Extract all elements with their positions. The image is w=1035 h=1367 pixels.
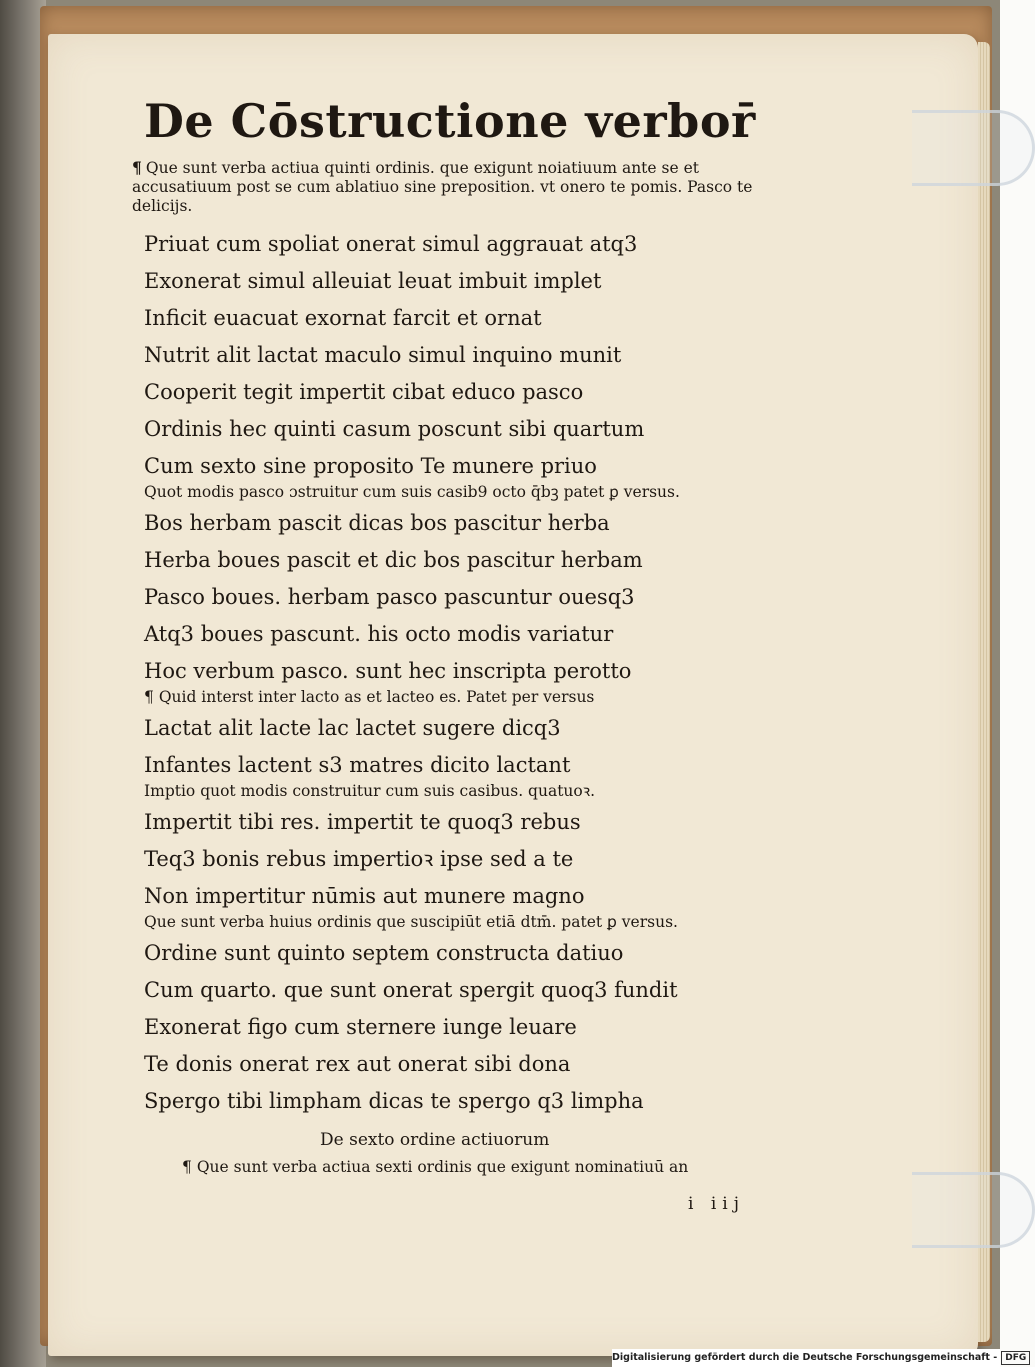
signature-mark: i iij — [688, 1194, 745, 1214]
verse-line: Exonerat simul alleuiat leuat imbuit implet — [144, 269, 602, 293]
verse-line: Hoc verbum pasco. sunt hec inscripta perotto — [144, 659, 632, 683]
verse-group-5 — [120, 935, 800, 1120]
pilcrow-mark: ¶ — [144, 688, 154, 706]
verse-line: Pasco boues. herbam pasco pascuntur ouesq3 — [144, 585, 635, 609]
verse-line: Cum quarto. que sunt onerat spergit quoq3 fundit — [144, 978, 678, 1002]
verse-group-4 — [120, 804, 800, 915]
verse-line: Nutrit alit lactat maculo simul inquino munit — [144, 343, 622, 367]
page-edges — [978, 42, 990, 1342]
note-line: Que sunt verba huius ordinis que suscipiūt etiā dtm̄. patet ꝑ versus. — [144, 913, 678, 931]
dfg-logo: DFG — [1001, 1351, 1030, 1365]
note-line: Quot modis pasco ɔstruitur cum suis casib9 octo q̄bꝫ patet ꝑ versus. — [144, 483, 680, 501]
verse-line: Teq3 bonis rebus impertioꝛ ipse sed a te — [144, 847, 574, 871]
verse-line: Ordinis hec quinti casum poscunt sibi quartum — [144, 417, 645, 441]
footer-text: Digitalisierung gefördert durch die Deutsche Forschungsgemeinschaft - — [612, 1352, 998, 1363]
page-text — [120, 94, 800, 1178]
section-subheading: De sexto ordine actiuorum — [320, 1130, 550, 1150]
verse-line: Lactat alit lacte lac lactet sugere dicq3 — [144, 716, 561, 740]
verse-line: Non impertitur nūmis aut munere magno — [144, 884, 585, 908]
verse-line: Spergo tibi limpham dicas te spergo q3 limpha — [144, 1089, 644, 1113]
note-text: Que sunt verba actiua sexti ordinis que exigunt nominatiuū an — [196, 1158, 689, 1176]
verse-line: Cum sexto sine proposito Te munere priuo — [144, 454, 597, 478]
paper-clip-bottom — [912, 1172, 1035, 1248]
note-line — [144, 686, 800, 708]
verse-line: Impertit tibi res. impertit te quoq3 rebus — [144, 810, 581, 834]
verse-line: Te donis onerat rex aut onerat sibi dona — [144, 1052, 571, 1076]
intro-paragraph — [132, 158, 800, 216]
verse-line: Bos herbam pascit dicas bos pascitur herba — [144, 511, 610, 535]
pilcrow-mark: ¶ — [132, 158, 142, 177]
intro-text: Que sunt verba actiua quinti ordinis. que exigunt noiatiuum ante se et accusatiuum post se cum ablatiuo sine preposition. vt onero te pomis. Pasco te delicijs. — [132, 159, 753, 215]
verse-line: Herba boues pascit et dic bos pascitur herbam — [144, 548, 643, 572]
verse-line: Infantes lactent s3 matres dicito lactant — [144, 753, 571, 777]
paper-clip-top — [912, 110, 1035, 186]
verse-group-1 — [120, 226, 800, 485]
verse-line: Atq3 boues pascunt. his octo modis variatur — [144, 622, 614, 646]
verse-line: Exonerat figo cum sternere iunge leuare — [144, 1015, 577, 1039]
note-line — [182, 1156, 800, 1178]
verse-line: Cooperit tegit impertit cibat educo pasco — [144, 380, 584, 404]
verse-group-3 — [120, 710, 800, 784]
note-text: Quid interst inter lacto as et lacteo es. Patet per versus — [158, 688, 595, 706]
page-title: De Cōstructione verbor̄ — [144, 94, 756, 148]
note-line: Imptio quot modis construitur cum suis casibus. quatuoꝛ. — [144, 782, 596, 800]
verse-group-2 — [120, 505, 800, 690]
pilcrow-mark: ¶ — [182, 1158, 192, 1176]
verse-line: Inficit euacuat exornat farcit et ornat — [144, 306, 542, 330]
verse-line: Priuat cum spoliat onerat simul aggrauat atq3 — [144, 232, 638, 256]
verse-line: Ordine sunt quinto septem constructa datiuo — [144, 941, 624, 965]
funding-footer — [612, 1349, 1027, 1367]
